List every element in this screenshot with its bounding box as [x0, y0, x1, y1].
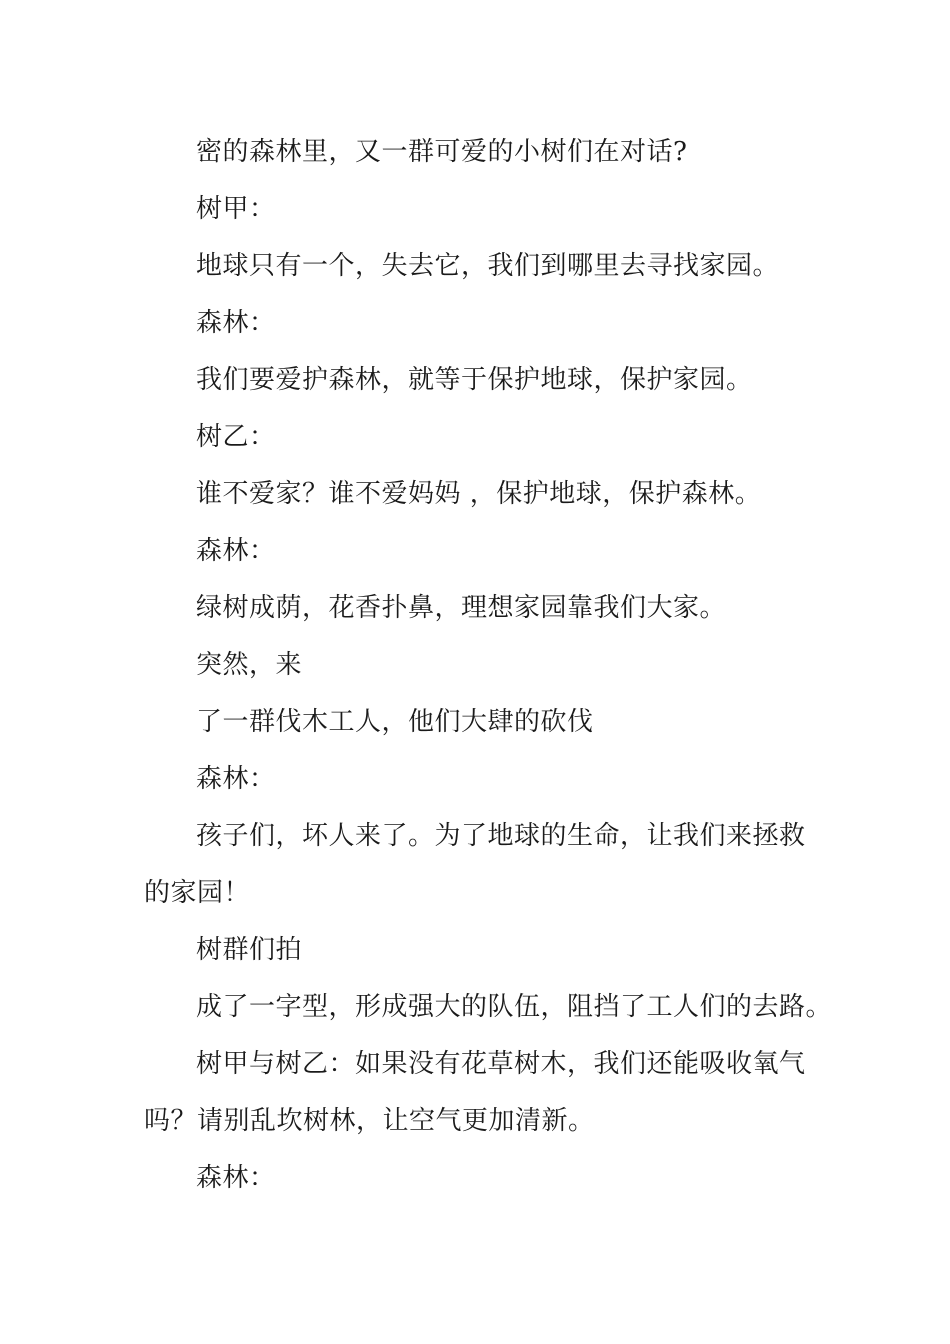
text-line: 树群们拍: [196, 935, 303, 965]
text-line: 孩子们，坏人来了。为了地球的生命，让我们来拯救: [196, 821, 806, 851]
speaker-label: 森林：: [196, 1163, 276, 1193]
text-line: 突然，来: [196, 650, 303, 680]
text-line: 密的森林里，又一群可爱的小树们在对话?: [196, 137, 688, 167]
text-line-continuation: 的家园！: [144, 878, 251, 908]
text-line: 树甲与树乙：如果没有花草树木，我们还能吸收氧气: [196, 1049, 806, 1079]
speaker-label: 森林：: [196, 764, 276, 794]
text-line-continuation: 吗？请别乱坎树林，让空气更加清新。: [144, 1106, 595, 1136]
text-line: 地球只有一个，失去它，我们到哪里去寻找家园。: [196, 251, 780, 281]
speaker-label: 森林：: [196, 308, 276, 338]
speaker-label: 树乙：: [196, 422, 276, 452]
text-line: 我们要爱护森林，就等于保护地球，保护家园。: [196, 365, 753, 395]
speaker-label: 树甲：: [196, 194, 276, 224]
text-line: 谁不爱家？谁不爱妈妈 ，保护地球，保护森林。: [196, 479, 762, 509]
text-line: 绿树成荫，花香扑鼻，理想家园靠我们大家。: [196, 593, 727, 623]
text-line: 了一群伐木工人，他们大肆的砍伐: [196, 707, 594, 737]
speaker-label: 森林：: [196, 536, 276, 566]
text-line: 成了一字型，形成强大的队伍，阻挡了工人们的去路。: [196, 992, 833, 1022]
